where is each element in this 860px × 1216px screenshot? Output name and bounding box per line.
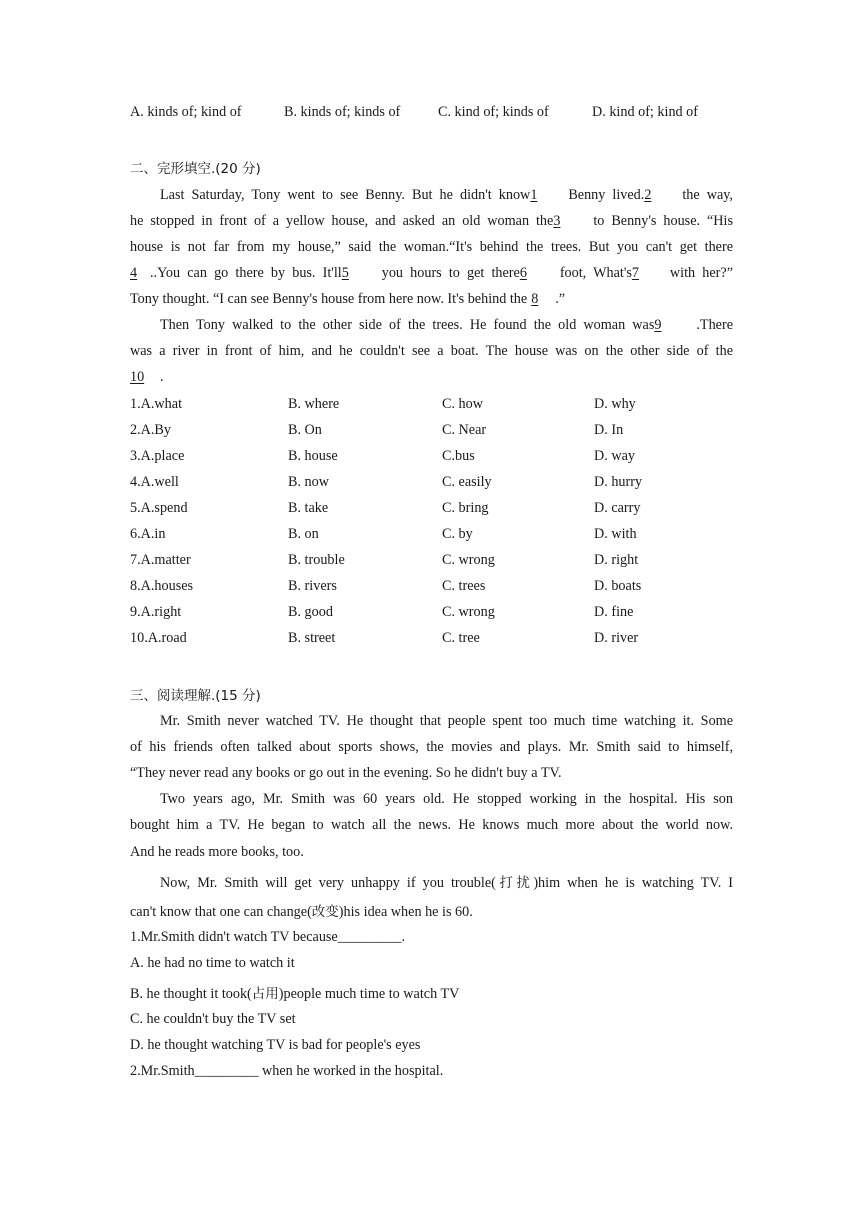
passage-line: Then Tony walked to the other side of the trees. He found the old woman was9 .There (160, 317, 733, 333)
passage-line: he stopped in front of a yellow house, and asked an old woman the3 to Benny's house. “His (130, 213, 733, 229)
blank-4: 4 (130, 265, 138, 281)
section-heading-reading: 三、阅读理解.(15 分) (130, 688, 261, 704)
document-page: A. kinds of; kind of B. kinds of; kinds of C. kind of; kinds of D. kind of; kind of 二、完形填空.(20 分) Last Saturday, Tony went to see Benny. But he didn't know1 Benny lived.2 the way, he stopped in front of a yellow house, and asked an old woman the3 to Benny's house. “His house is not far from my house,” said the woman.“It's behind the trees. But you can't get there 4 ..You can go there by bus. It'll5 you hours to get there6 foot, What's7 with her?” Tony thought. “I can see Benny's house from here now. It's behind the 8 .” Then Tony walked to the other side of the trees. He found the old woman was9 .There was a river in front of him, and he couldn't see a boat. The house was on the other side of the 10 . 1.A.what B. where C. how D. why 2.A.By B. On C. Near D. In 3.A.place B. house C.bus D. way 4.A.well B. now C. easily D. hurry 5.A.spend B. take C. bring D. carry 6.A.in B. on C. by D. with 7.A.matter B. trouble C. wrong D. right 8.A.houses B. rivers C. trees D. boats 9.A.right B. good C. wrong D. fine 10.A.road B. street C. tree D. river 三、阅读理解.(15 分) Mr. Smith never watched TV. He thought that people spent too much time watching it. Some of his friends often talked about sports shows, the movies and plays. Mr. Smith said to himself, “They never read any books or go out in the evening. So he didn't buy a TV. Two years ago, Mr. Smith was 60 years old. He stopped working in the hospital. His son bought him a TV. He began to watch all the news. He knows much more about the world now. And he reads more books, too. Now, Mr. Smith will get very unhappy if you trouble(打扰)him when he is watching TV. I can't know that one can change(改变)his idea when he is 60. 1.Mr.Smith didn't watch TV because_________. A. he had no time to watch it B. he thought it took(占用)people much time to watch TV C. he couldn't buy the TV set D. he thought watching TV is bad for people's eyes 2.Mr.Smith_________ when he worked in the hospital. (130, 104, 734, 1079)
option-a: A. kinds of; kind of (130, 104, 242, 120)
option-b: B. kinds of; kinds of (284, 104, 401, 120)
blank-10: 10 (130, 369, 145, 385)
passage-line: bought him a TV. He began to watch all the news. He knows much more about the world now. (130, 817, 733, 833)
passage-line: Now, Mr. Smith will get very unhappy if you trouble(打扰)him when he is watching TV. I (160, 875, 734, 891)
passage-line: 10 . (130, 369, 164, 385)
question-stem: 2.Mr.Smith_________ when he worked in the hospital. (130, 1063, 444, 1079)
option-c: C. kind of; kinds of (438, 104, 549, 120)
blank-1: 1 (530, 187, 538, 203)
passage-line: And he reads more books, too. (130, 844, 304, 860)
blank-7: 7 (631, 265, 640, 281)
passage-line: was a river in front of him, and he couldn't see a boat. The house was on the other side of the (130, 343, 733, 359)
answer-option: C. he couldn't buy the TV set (130, 1011, 296, 1027)
passage-line: “They never read any books or go out in the evening. So he didn't buy a TV. (130, 765, 562, 781)
question-stem: 1.Mr.Smith didn't watch TV because_________. (130, 929, 406, 945)
passage-line: Tony thought. “I can see Benny's house from here now. It's behind the 8 .” (130, 291, 566, 307)
section-heading-cloze: 二、完形填空.(20 分) (130, 161, 261, 177)
passage-line: 4 ..You can go there by bus. It'll5 you hours to get there6 foot, What's7 with her?” (130, 265, 733, 281)
blank-6: 6 (519, 265, 527, 281)
option-d: D. kind of; kind of (592, 104, 699, 120)
passage-line: Last Saturday, Tony went to see Benny. But he didn't know1 Benny lived.2 the way, (160, 187, 733, 203)
passage-line: Two years ago, Mr. Smith was 60 years old. He stopped working in the hospital. His son (160, 791, 733, 807)
blank-9: 9 (654, 317, 662, 333)
answer-option: A. he had no time to watch it (130, 955, 295, 971)
answer-option: D. he thought watching TV is bad for people's eyes (130, 1037, 421, 1053)
passage-line: of his friends often talked about sports shows, the movies and plays. Mr. Smith said to himself, (130, 739, 733, 755)
blank-3: 3 (553, 213, 561, 229)
blank-5: 5 (341, 265, 349, 281)
passage-line: Mr. Smith never watched TV. He thought that people spent too much time watching it. Some (160, 713, 733, 729)
answer-option: B. he thought it took(占用)people much time to watch TV (130, 986, 460, 1002)
blank-8: 8 (531, 291, 539, 307)
blank-2: 2 (644, 187, 652, 203)
passage-line: can't know that one can change(改变)his idea when he is 60. (130, 904, 473, 920)
passage-line: house is not far from my house,” said the woman.“It's behind the trees. But you can't get there (130, 239, 733, 255)
